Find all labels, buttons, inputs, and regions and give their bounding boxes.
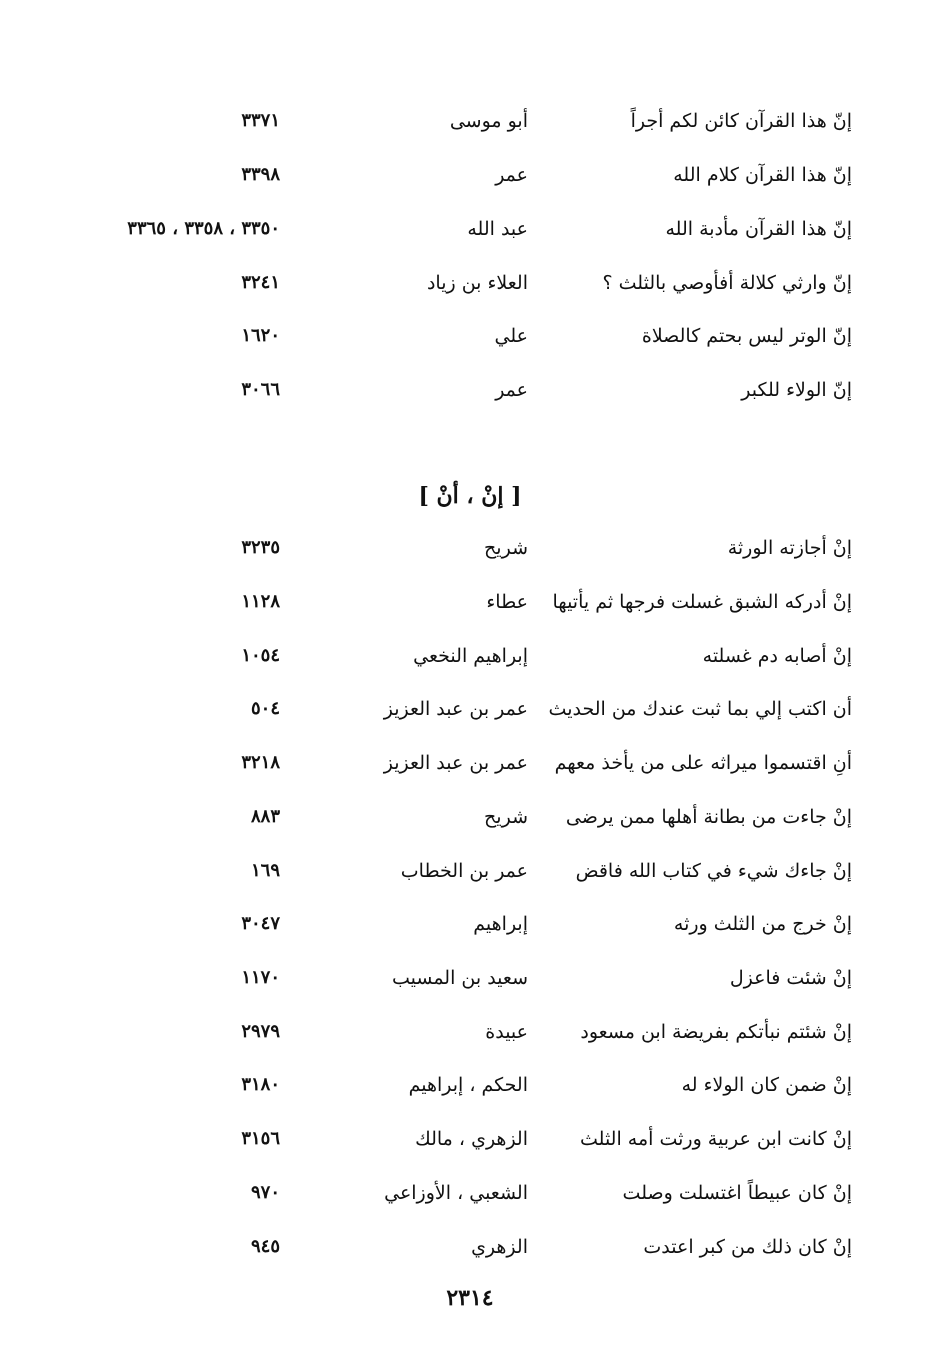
index-entry <box>0 1227 940 1267</box>
index-entry <box>0 797 940 837</box>
entry-references: ٢٩٧٩ <box>241 1021 280 1042</box>
index-entry <box>0 101 940 141</box>
index-entry <box>0 209 940 249</box>
entry-references: ١٦٩ <box>250 860 280 881</box>
entry-references: ٩٧٠ <box>250 1182 280 1203</box>
entry-references: ٣١٨٠ <box>241 1074 280 1095</box>
entry-phrase: إنْ جاءت من بطانة أهلها ممن يرضى <box>565 806 852 828</box>
index-entry <box>0 851 940 891</box>
index-entry <box>0 1012 940 1052</box>
entry-references: ٣٠٤٧ <box>241 913 280 934</box>
entry-references: ١٦٢٠ <box>241 325 280 346</box>
entry-phrase: إنْ خرج من الثلث ورثه <box>673 913 852 935</box>
index-entry <box>0 316 940 356</box>
entry-phrase: إنّ الوتر ليس بحتم كالصلاة <box>641 325 852 347</box>
entry-narrator: عطاء <box>486 591 528 613</box>
entry-narrator: الشعبي ، الأوزاعي <box>384 1182 528 1204</box>
entry-narrator: شريح <box>484 537 528 559</box>
entry-narrator: عبيدة <box>485 1021 528 1043</box>
entry-narrator: العلاء بن زياد <box>426 272 528 294</box>
entry-references: ٣١٥٦ <box>241 1128 280 1149</box>
entry-narrator: عمر بن الخطاب <box>400 860 528 882</box>
entry-narrator: عمر <box>495 379 528 401</box>
index-entry <box>0 263 940 303</box>
entry-narrator: الزهري <box>471 1236 528 1258</box>
entry-narrator: علي <box>494 325 528 347</box>
entry-references: ٣٣٧١ <box>241 110 280 131</box>
entry-phrase: إنْ ضمن كان الولاء له <box>681 1074 852 1096</box>
entry-references: ٥٠٤ <box>250 698 280 719</box>
entry-references: ٨٨٣ <box>250 806 280 827</box>
entry-phrase: إنّ الولاء للكبر <box>741 379 852 401</box>
entry-phrase: إنْ أدركه الشبق غسلت فرجها ثم يأتيها <box>552 591 852 613</box>
entry-references: ٣٣٥٠ ، ٣٣٥٨ ، ٣٣٦٥ <box>127 218 280 239</box>
entry-phrase: إنّ هذا القرآن كائن لكم أجراً <box>630 110 852 132</box>
entry-phrase: أنِ اقتسموا ميراثه على من يأخذ معهم <box>554 752 852 774</box>
index-entry <box>0 636 940 676</box>
entry-references: ٩٤٥ <box>250 1236 280 1257</box>
index-entry <box>0 582 940 622</box>
entry-references: ١١٢٨ <box>241 591 280 612</box>
entry-references: ٣٢٤١ <box>241 272 280 293</box>
entry-narrator: شريح <box>484 806 528 828</box>
entry-phrase: إنّ هذا القرآن مأدبة الله <box>665 218 852 240</box>
index-entry <box>0 904 940 944</box>
entry-phrase: إنْ كانت ابن عربية ورثت أمه الثلث <box>580 1128 852 1150</box>
entry-narrator: عبد الله <box>467 218 528 240</box>
entry-phrase: إنْ شئت فاعزل <box>729 967 852 989</box>
index-entry <box>0 958 940 998</box>
index-entry <box>0 1065 940 1105</box>
entry-narrator: الزهري ، مالك <box>415 1128 528 1150</box>
entry-references: ٣٣٩٨ <box>241 164 280 185</box>
entry-phrase: إنْ أجازته الورثة <box>727 537 852 559</box>
entry-narrator: عمر بن عبد العزيز <box>383 752 528 774</box>
entry-phrase: إنّ هذا القرآن كلام الله <box>673 164 852 186</box>
index-entry <box>0 155 940 195</box>
entry-phrase: إنْ شئتم نبأتكم بفريضة ابن مسعود <box>580 1021 852 1043</box>
index-entry <box>0 689 940 729</box>
index-entry <box>0 528 940 568</box>
entry-references: ٣٠٦٦ <box>241 379 280 400</box>
entry-references: ١١٧٠ <box>241 967 280 988</box>
entry-narrator: إبراهيم النخعي <box>413 645 528 667</box>
index-entry <box>0 370 940 410</box>
entry-narrator: عمر بن عبد العزيز <box>383 698 528 720</box>
entry-phrase: إنْ كان ذلك من كبر اعتدت <box>643 1236 852 1258</box>
index-entry <box>0 1173 940 1213</box>
entry-references: ١٠٥٤ <box>241 645 280 666</box>
page-number: ٢٣١٤ <box>446 1285 494 1311</box>
entry-phrase: إنْ كان عبيطاً اغتسلت وصلت <box>622 1182 852 1204</box>
entry-references: ٣٢٣٥ <box>241 537 280 558</box>
index-entry <box>0 743 940 783</box>
index-entry <box>0 1119 940 1159</box>
section-heading: [ إنْ ، أنْ ] <box>418 483 522 509</box>
entry-phrase: إنّ وارثي كلالة أفأوصي بالثلث ؟ <box>602 272 852 294</box>
entry-phrase: إنْ أصابه دم غسلته <box>702 645 852 667</box>
entry-narrator: إبراهيم <box>473 913 528 935</box>
entry-narrator: عمر <box>495 164 528 186</box>
entry-references: ٣٢١٨ <box>241 752 280 773</box>
entry-narrator: الحكم ، إبراهيم <box>408 1074 528 1096</box>
entry-narrator: سعيد بن المسيب <box>391 967 528 989</box>
entry-narrator: أبو موسى <box>449 110 528 132</box>
entry-phrase: إنْ جاءك شيء في كتاب الله فاقض <box>575 860 852 882</box>
entry-phrase: أن اكتب إلي بما ثبت عندك من الحديث <box>548 698 852 720</box>
